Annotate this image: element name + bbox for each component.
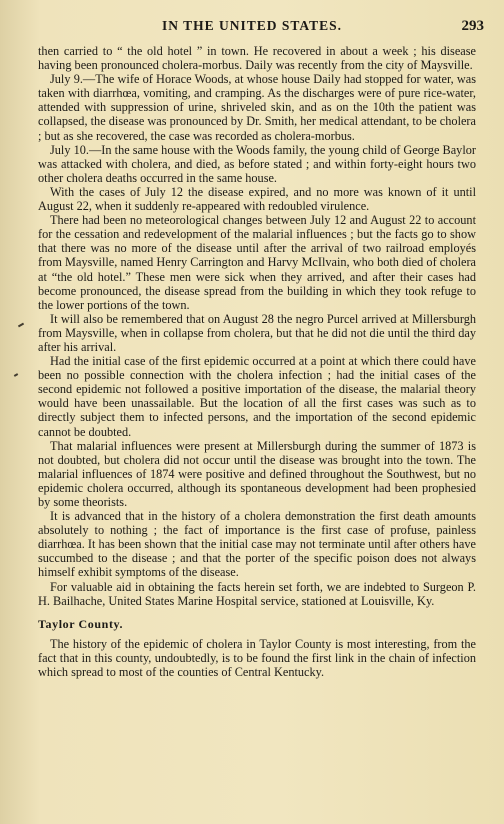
paragraph: There had been no meteorological changes between July 12 and August 22 to account for the cessation and redevelopment of the malarial influences ; but the facts go to show that there was no more of the disease until after the arrival of two railroad employés from Maysville, named Henry Carrington and Harvy McIlvain, who both died of cholera at “the old hotel.” These men were sick when they arrived, and after their cases had become pronounced, the disease spread from the building in which they took refuge to the lower portions of the town. — [38, 213, 476, 312]
page-header — [0, 18, 504, 38]
paragraph: July 9.—The wife of Horace Woods, at whose house Daily had stopped for water, was taken with diarrhœa, vomiting, and cramping. As the discharges were of pure rice-water, attended with suppression of urine, shriveled skin, and as on the 10th the patient was collapsed, the disease was pronounced by Dr. Smith, her medical attendant, to be cholera ; but as she recovered, the case was recorded as cholera-morbus. — [38, 72, 476, 143]
section-heading: Taylor County. — [38, 616, 124, 631]
running-head: IN THE UNITED STATES. — [161, 18, 343, 33]
paragraph: That malarial influences were present at Millersburgh during the summer of 1873 is not doubted, but cholera did not occur until the disease was brought into the town. The malarial influences of 1874 were positive and defined throughout the Southwest, but no epidemic cholera occurred, although its spontaneous development had been prophesied by some theorists. — [38, 438, 476, 509]
paragraph: For valuable aid in obtaining the facts herein set forth, we are indebted to Surgeon P. H. Bailhache, United States Marine Hospital service, stationed at Louisville, Ky. — [38, 579, 476, 608]
page-number: 293 — [461, 18, 484, 34]
paragraph: It is advanced that in the history of a cholera demonstration the first death amounts absolutely to nothing ; the fact of importance is the first case of profuse, painless diarrhœa. It has been shown that the initial case may not terminate until after others have succumbed to the disease ; and that the porter of the specific poison does not always himself exhibit symptoms of the disease. — [38, 509, 476, 580]
paragraph: It will also be remembered that on August 28 the negro Purcel arrived at Millersburgh from Maysville, when in collapse from cholera, but that he did not die until the third day after his arrival. — [38, 311, 476, 354]
paragraph: With the cases of July 12 the disease expired, and no more was known of it until August 22, when it suddenly re-appeared with redoubled virulence. — [38, 184, 476, 214]
paragraph: July 10.—In the same house with the Woods family, the young child of George Baylor was attacked with cholera, and died, as before stated ; and within forty-eight hours two other cholera deaths occurred in the same house. — [38, 142, 476, 185]
page-body — [38, 44, 476, 679]
margin-mark — [18, 323, 24, 328]
margin-mark — [14, 373, 18, 377]
paragraph: then carried to “ the old hotel ” in town. He recovered in about a week ; his disease having been pronounced cholera-morbus. Daily was recently from the city of Maysville. — [38, 44, 476, 73]
paragraph: Had the initial case of the first epidemic occurred at a point at which there could have been no possible connection with the cholera infection ; had the initial cases of the second epidemic not followed a positive importation of the disease, the malarial theory would have been unassailable. But the location of all the first cases was such as to directly subject them to infected persons, and the importation of the second epidemic cannot be doubted. — [38, 354, 476, 439]
section-paragraph: The history of the epidemic of cholera in Taylor County is most interesting, from the fact that in this county, undoubtedly, is to be found the first link in the chain of infection which spread to most of the counties of Central Kentucky. — [38, 636, 476, 680]
